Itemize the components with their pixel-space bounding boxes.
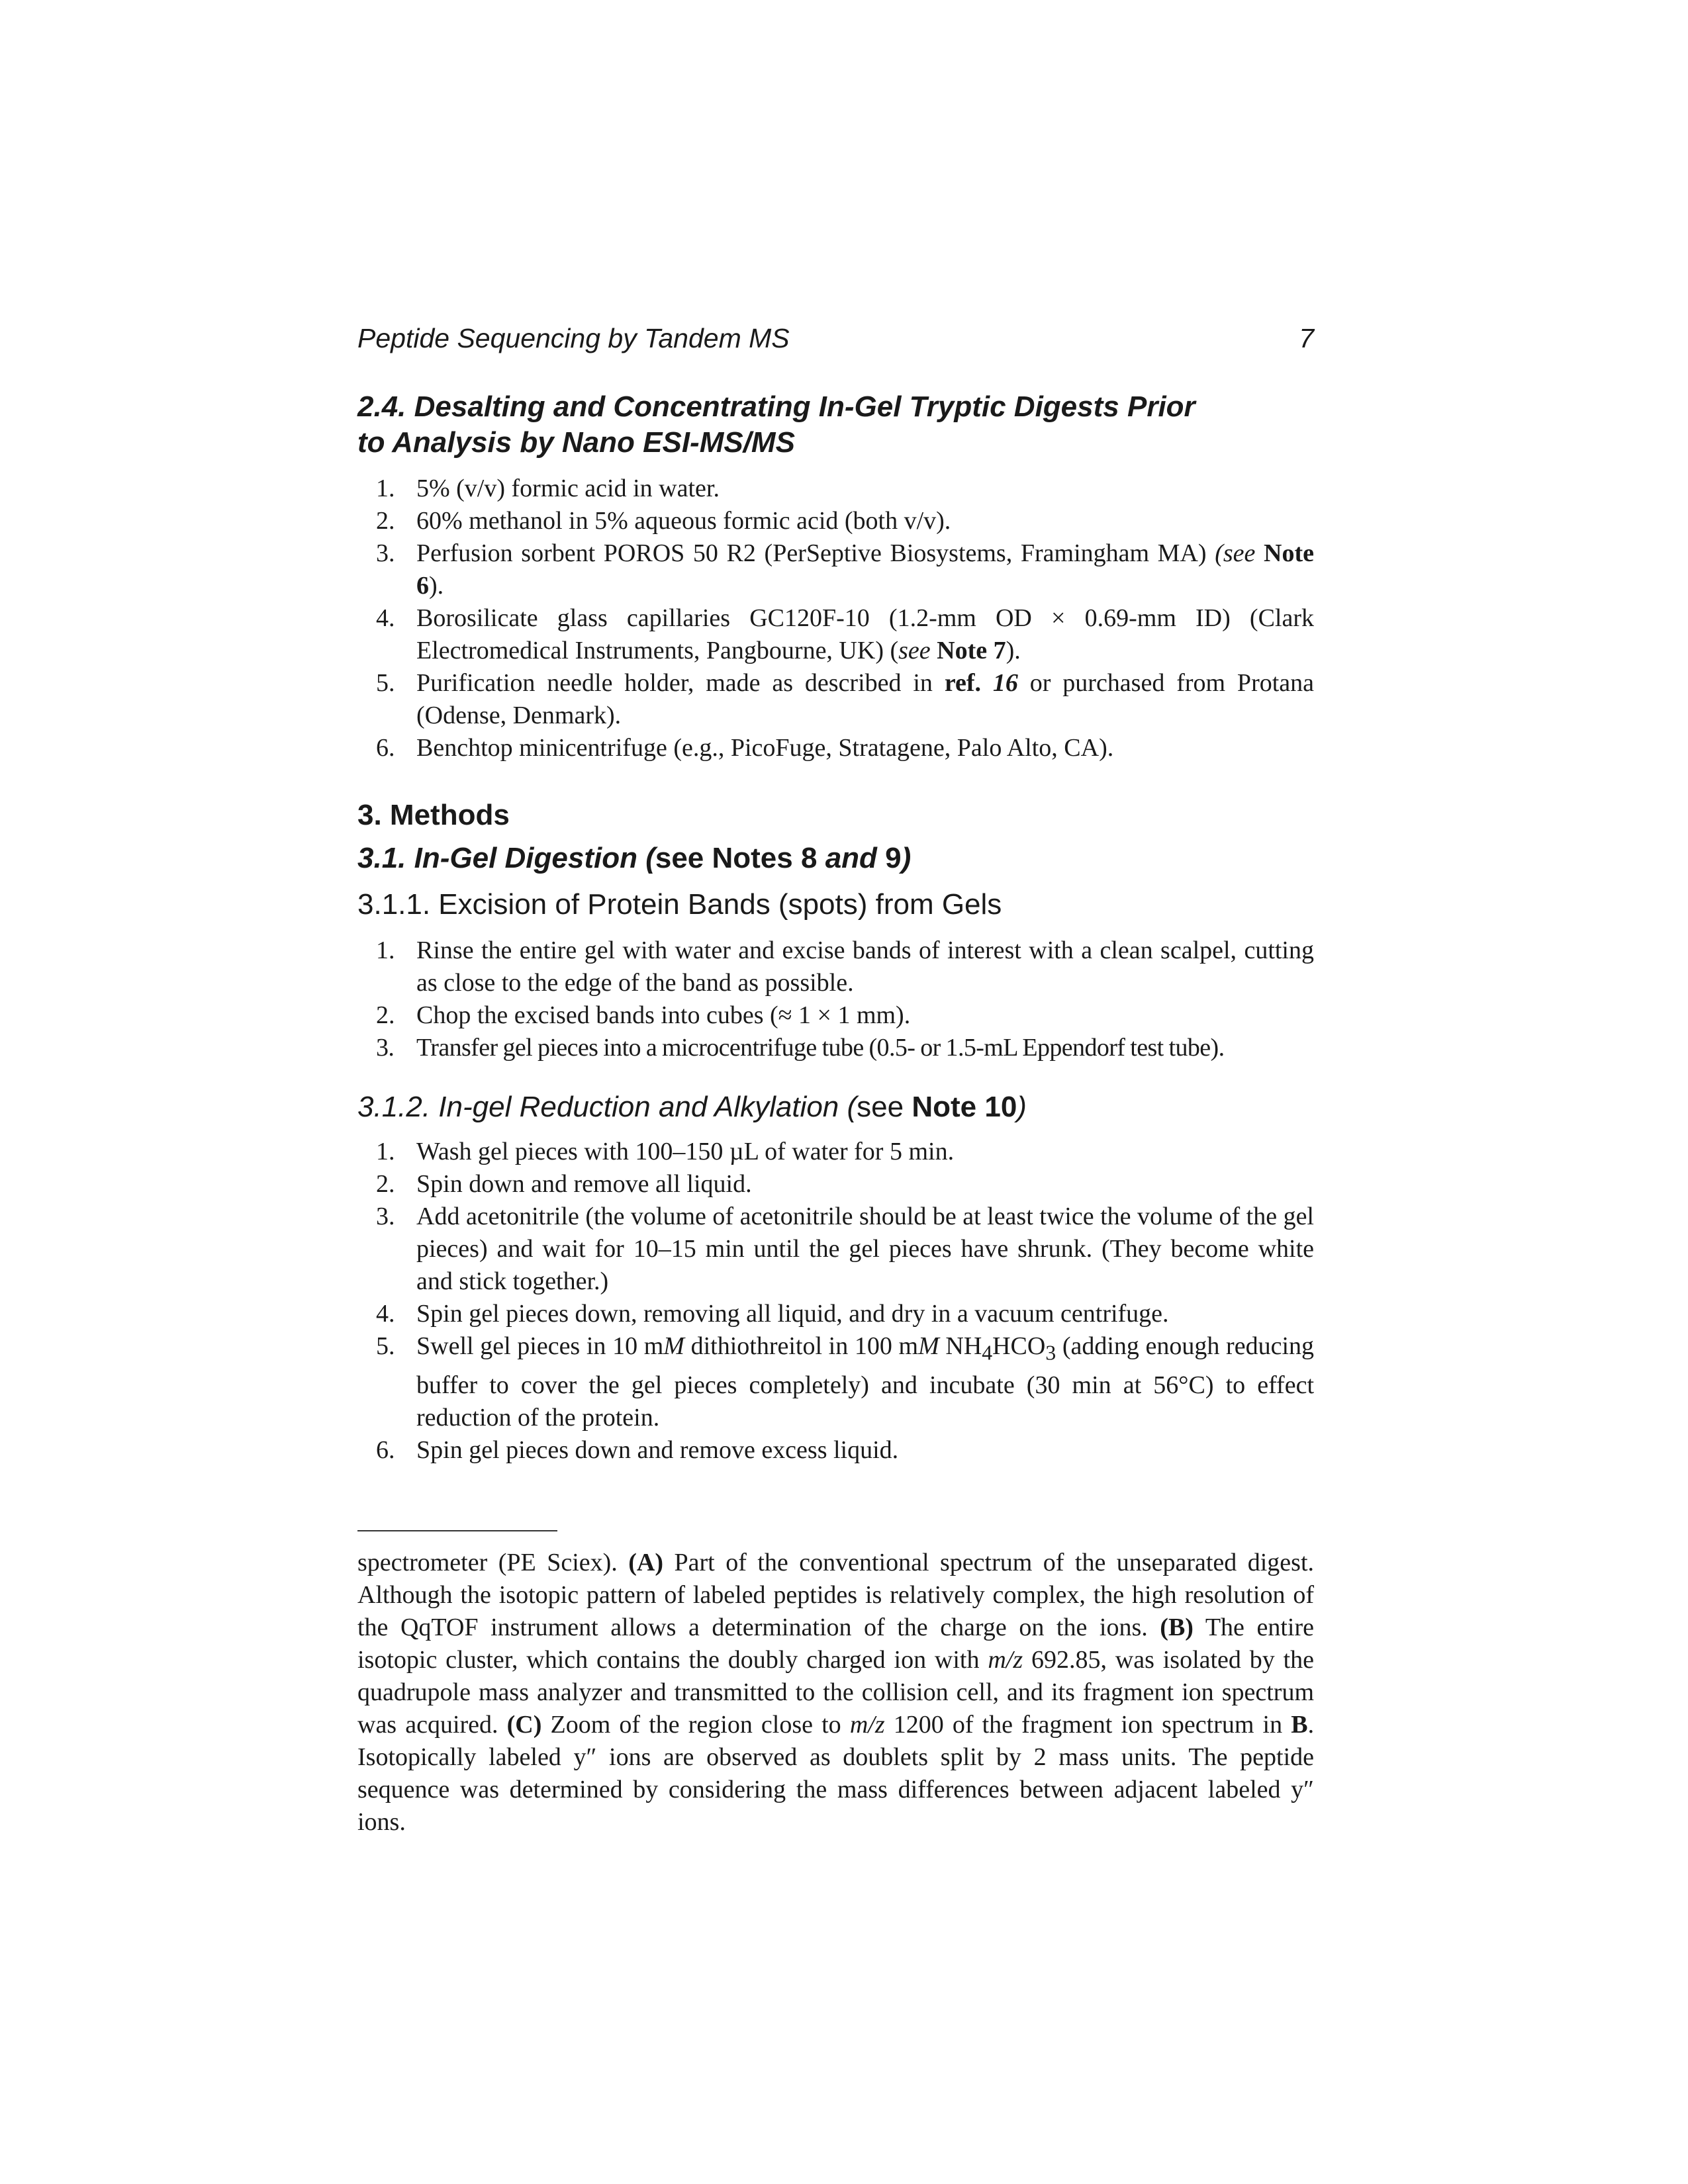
- section-3-heading: 3. Methods: [357, 799, 510, 831]
- note-ref[interactable]: Notes 8: [712, 842, 818, 874]
- item-number: 6.: [376, 734, 395, 762]
- item-text: 60% methanol in 5% aqueous formic acid (both v/v).: [416, 507, 951, 535]
- section-3-1-2-heading: [357, 1089, 1027, 1125]
- page-content: [357, 0, 1314, 2184]
- item-text: HCO: [992, 1332, 1046, 1360]
- caption-text: spectrometer (PE Sciex).: [357, 1549, 618, 1576]
- caption-text: Part of the conventional spectrum of the unseparated digest. Although the isotopic pattern of labeled peptides is relatively complex, the high resolution of the QqTOF instrument allows a determination of the charge on the ions.: [357, 1549, 1315, 1641]
- subscript: 3: [1045, 1341, 1056, 1365]
- item-text: Spin gel pieces down and remove excess liquid.: [416, 1435, 899, 1464]
- item-number: 4.: [376, 1300, 395, 1328]
- item-number: 1.: [376, 1138, 395, 1165]
- list-item: [357, 667, 1314, 732]
- item-number: 3.: [376, 1034, 395, 1062]
- section-3-1-1-heading: 3.1.1. Excision of Protein Bands (spots) from Gels: [357, 888, 1002, 921]
- item-number: 2.: [376, 507, 395, 535]
- item-number: 3.: [376, 1203, 395, 1230]
- list-item: [357, 999, 1314, 1032]
- item-text: Benchtop minicentrifuge (e.g., PicoFuge, Stratagene, Palo Alto, CA).: [416, 734, 1114, 762]
- item-number: 6.: [376, 1435, 395, 1464]
- section-2-4-heading: [357, 389, 1314, 461]
- unit-molar: M: [663, 1332, 684, 1360]
- item-text: Wash gel pieces with 100–150 µL of water for 5 min.: [416, 1138, 955, 1165]
- see-label: see: [655, 842, 704, 874]
- list-item: [357, 1434, 1314, 1467]
- ref-label: ref.: [944, 669, 982, 697]
- subscript: 4: [982, 1341, 993, 1365]
- panel-ref-b: B: [1291, 1711, 1308, 1739]
- caption-text: 692.85, was isolated by the quadrupole mass analyzer and transmitted to the collision cell, and its fragment ion spectrum was acquired.: [357, 1646, 1315, 1739]
- heading-prefix: 3.1.2. In-gel Reduction and Alkylation (: [357, 1091, 857, 1123]
- list-item: [357, 473, 1314, 505]
- list-item: [357, 602, 1314, 667]
- list-item: [357, 1298, 1314, 1330]
- item-text: Spin gel pieces down, removing all liquid, and dry in a vacuum centrifuge.: [416, 1300, 1169, 1328]
- mz-label: m/z: [849, 1711, 885, 1739]
- page-number: 7: [1299, 323, 1314, 353]
- note-ref[interactable]: Note 6: [416, 539, 1315, 600]
- item-text: NH: [939, 1332, 982, 1360]
- item-tail: ).: [1006, 637, 1021, 664]
- figure-caption-continued: [357, 1547, 1314, 1839]
- item-number: 1.: [376, 936, 395, 964]
- list-item: [357, 1032, 1314, 1064]
- item-text: Perfusion sorbent POROS 50 R2 (PerSeptive Biosystems, Framingham MA): [416, 539, 1207, 567]
- ref-number[interactable]: 16: [992, 669, 1018, 697]
- running-title: Peptide Sequencing by Tandem MS: [357, 323, 790, 353]
- heading-prefix: 3.1. In-Gel Digestion (: [357, 842, 655, 874]
- list-item: [357, 1136, 1314, 1168]
- section-2-4-heading-line2: to Analysis by Nano ESI-MS/MS: [357, 426, 795, 459]
- list-item: [357, 1168, 1314, 1201]
- list-item: [357, 1201, 1314, 1298]
- footnote-rule: [357, 1530, 557, 1531]
- item-text: Add acetonitrile (the volume of acetonitrile should be at least twice the volume of the gel pieces) and wait for 10–15 min until the gel pieces have shrunk. (They become white and stick together.): [416, 1203, 1314, 1295]
- item-text: Purification needle holder, made as described in: [416, 669, 933, 697]
- list-item: [357, 1330, 1314, 1434]
- list-item: 3. Perfusion sorbent POROS 50 R2 (PerSeptive Biosystems, Framingham MA) (see Note 6).: [357, 537, 1314, 602]
- section-3-1-1-list: [357, 934, 1314, 1064]
- see-label: see: [857, 1091, 904, 1123]
- item-text: Spin down and remove all liquid.: [416, 1170, 752, 1198]
- section-3-1-2-list: [357, 1136, 1314, 1467]
- list-item: [357, 934, 1314, 999]
- caption-text: . Isotopically labeled y″ ions are observed as doublets split by 2 mass units. The peptide sequence was determined by considering the mass differences between adjacent labeled y″ ions.: [357, 1711, 1315, 1836]
- see-label: see: [898, 637, 931, 664]
- item-text: dithiothreitol in 100 m: [684, 1332, 919, 1360]
- item-text: Rinse the entire gel with water and excise bands of interest with a clean scalpel, cutting as close to the edge of the band as possible.: [416, 936, 1314, 997]
- item-text: Swell gel pieces in 10 m: [416, 1332, 664, 1360]
- item-text: Borosilicate glass capillaries GC120F-10 (1.2-mm OD × 0.69-mm ID) (Clark Electromedical Instruments, Pangbourne, UK) (: [416, 604, 1314, 664]
- item-tail: ).: [429, 572, 444, 600]
- caption-text: Zoom of the region close to: [550, 1711, 841, 1739]
- item-number: 5.: [376, 669, 395, 697]
- see-label: see: [1223, 539, 1256, 567]
- caption-text: The entire isotopic cluster, which contains the doubly charged ion with: [357, 1614, 1314, 1674]
- note-ref[interactable]: Note 7: [937, 637, 1006, 664]
- heading-suffix: ): [901, 842, 912, 874]
- item-number: 2.: [376, 1001, 395, 1029]
- running-head: [357, 323, 1314, 357]
- section-3-1-heading: [357, 841, 911, 876]
- unit-molar: M: [918, 1332, 939, 1360]
- item-text: Chop the excised bands into cubes (≈ 1 × 1 mm).: [416, 1001, 911, 1029]
- note-ref[interactable]: 9: [885, 842, 902, 874]
- mz-label: m/z: [988, 1646, 1023, 1674]
- section-2-4-list: [357, 473, 1314, 764]
- panel-label-c: (C): [506, 1711, 542, 1739]
- list-item: [357, 505, 1314, 537]
- list-item: [357, 732, 1314, 764]
- item-number: 5.: [376, 1332, 395, 1360]
- item-text: Transfer gel pieces into a microcentrifuge tube (0.5- or 1.5-mL Eppendorf test tube).: [416, 1034, 1225, 1062]
- caption-text: 1200 of the fragment ion spectrum in: [893, 1711, 1283, 1739]
- heading-suffix: ): [1017, 1091, 1027, 1123]
- item-text: (adding enough reducing buffer to cover the gel pieces completely) and incubate (30 min at 56°C) to effect reduction of the protein.: [416, 1332, 1315, 1432]
- item-text: 5% (v/v) formic acid in water.: [416, 475, 720, 502]
- item-number: 3.: [376, 539, 395, 567]
- item-number: 4.: [376, 604, 395, 632]
- note-ref[interactable]: Note 10: [912, 1091, 1017, 1123]
- item-tail: or purchased from Protana (Odense, Denmark).: [416, 669, 1315, 729]
- item-number: 2.: [376, 1170, 395, 1198]
- panel-label-b: (B): [1160, 1614, 1194, 1641]
- section-2-4-heading-line1: 2.4. Desalting and Concentrating In-Gel Tryptic Digests Prior: [357, 390, 1196, 423]
- item-number: 1.: [376, 475, 395, 502]
- panel-label-a: (A): [628, 1549, 664, 1576]
- and-label: and: [825, 842, 877, 874]
